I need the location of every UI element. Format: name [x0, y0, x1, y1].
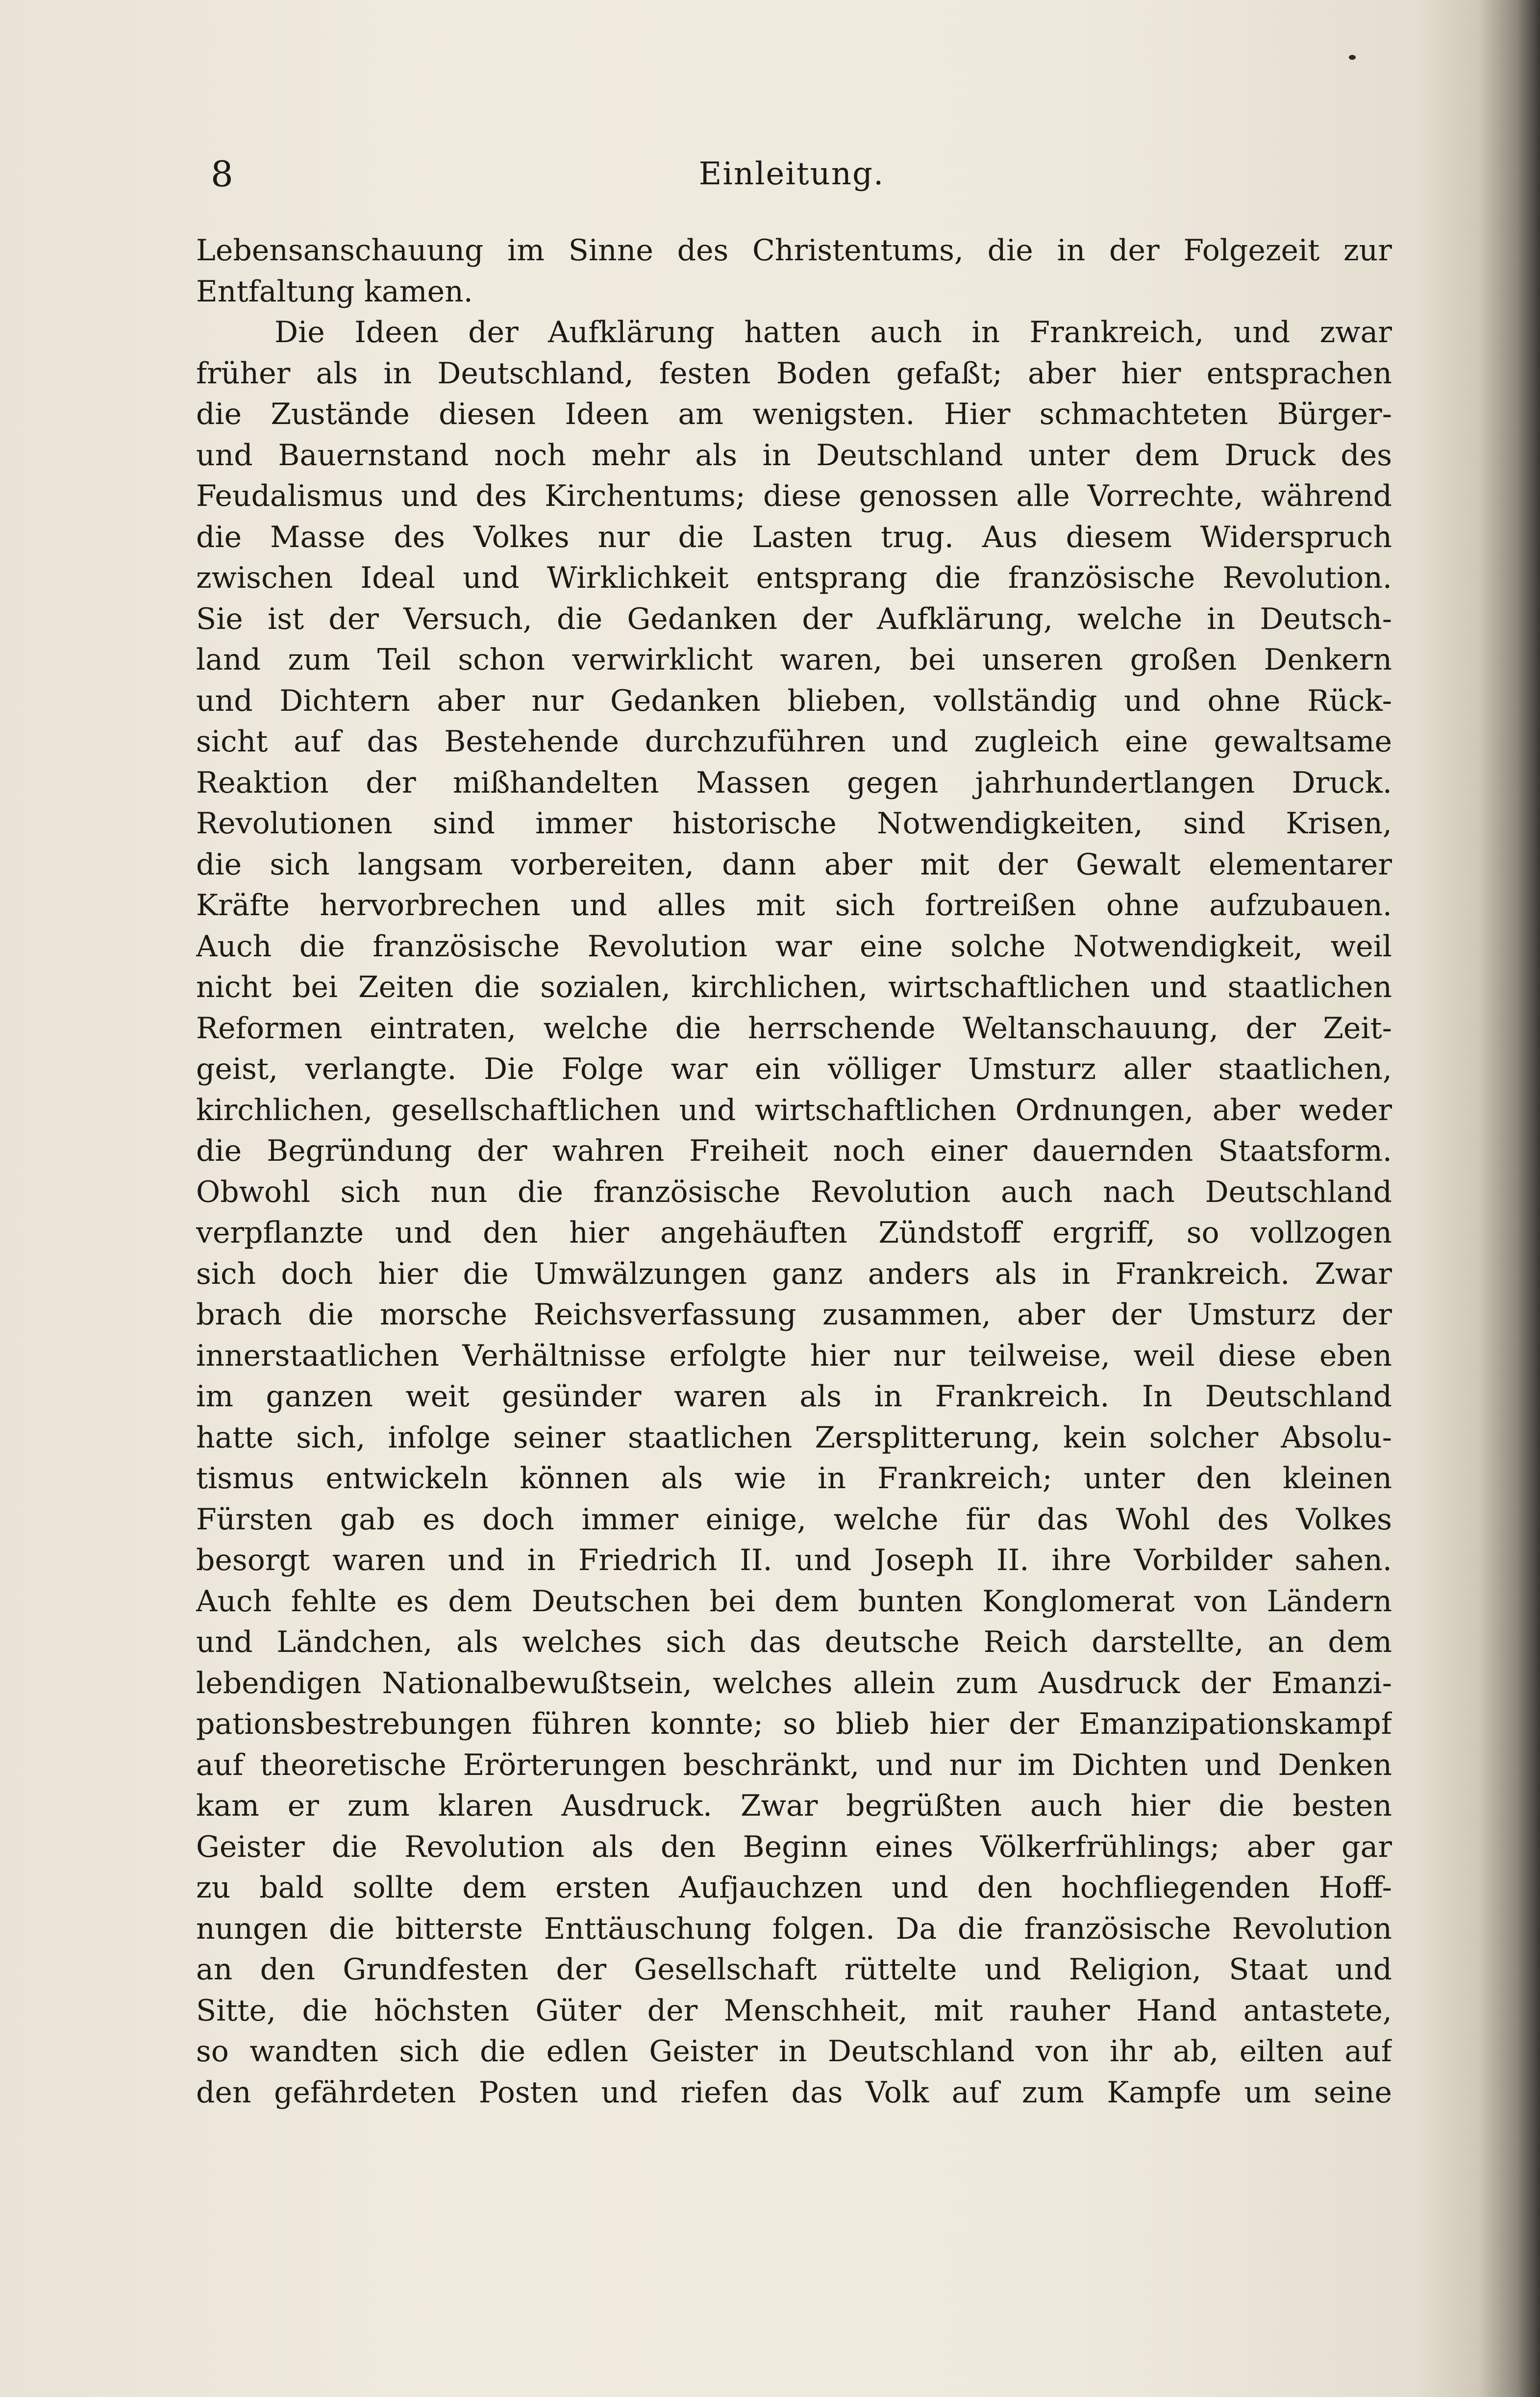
text-line: Sie ist der Versuch, die Gedanken der Aufklärung, welche in Deutsch- [196, 601, 1392, 636]
text-line: so wandten sich die edlen Geister in Deutschland von ihr ab, eilten auf [196, 2034, 1392, 2069]
text-line: land zum Teil schon verwirklicht waren, bei unseren großen Denkern [196, 643, 1392, 677]
text-line: Fürsten gab es doch immer einige, welche für das Wohl des Volkes [196, 1502, 1392, 1537]
text-line: Auch die französische Revolution war eine solche Notwendigkeit, weil [196, 929, 1392, 964]
text-line: den gefährdeten Posten und riefen das Volk auf zum Kampfe um seine [196, 2075, 1392, 2110]
text-line: an den Grundfesten der Gesellschaft rüttelte und Religion, Staat und [196, 1952, 1392, 1987]
text-line: zwischen Ideal und Wirklichkeit entsprang die französische Revolution. [196, 561, 1392, 595]
text-line: Revolutionen sind immer historische Notwendigkeiten, sind Krisen, [196, 806, 1392, 841]
text-line: kirchlichen, gesellschaftlichen und wirtschaftlichen Ordnungen, aber weder [196, 1093, 1392, 1127]
body-text [196, 230, 1392, 2113]
text-line: geist, verlangte. Die Folge war ein völliger Umsturz aller staatlichen, [196, 1052, 1392, 1086]
text-line: Sitte, die höchsten Güter der Menschheit, mit rauher Hand antastete, [196, 1993, 1392, 2028]
text-line: die Masse des Volkes nur die Lasten trug. Aus diesem Widerspruch [196, 520, 1392, 554]
ink-speck [1349, 55, 1356, 60]
text-line: Feudalismus und des Kirchentums; diese genossen alle Vorrechte, während [196, 479, 1392, 513]
text-line: pationsbestrebungen führen konnte; so blieb hier der Emanzipationskampf [196, 1707, 1392, 1741]
text-line: sich doch hier die Umwälzungen ganz anders als in Frankreich. Zwar [196, 1256, 1392, 1291]
text-line: tismus entwickeln können als wie in Frankreich; unter den kleinen [196, 1461, 1392, 1496]
text-line: besorgt waren und in Friedrich II. und Joseph II. ihre Vorbilder sahen. [196, 1543, 1392, 1577]
running-head: Einleitung. [698, 156, 885, 192]
text-line: die Begründung der wahren Freiheit noch einer dauernden Staatsform. [196, 1134, 1392, 1168]
text-line: lebendigen Nationalbewußtsein, welches allein zum Ausdruck der Emanzi- [196, 1666, 1392, 1700]
text-line: Reformen eintraten, welche die herrschende Weltanschauung, der Zeit- [196, 1011, 1392, 1046]
text-line: und Dichtern aber nur Gedanken blieben, vollständig und ohne Rück- [196, 683, 1392, 718]
text-line: kam er zum klaren Ausdruck. Zwar begrüßten auch hier die besten [196, 1789, 1392, 1823]
text-line: nungen die bitterste Enttäuschung folgen. Da die französische Revolution [196, 1911, 1392, 1946]
text-line: auf theoretische Erörterungen beschränkt, und nur im Dichten und Denken [196, 1748, 1392, 1782]
text-line: früher als in Deutschland, festen Boden gefaßt; aber hier entsprachen [196, 356, 1392, 391]
text-line: und Ländchen, als welches sich das deutsche Reich darstellte, an dem [196, 1625, 1392, 1659]
text-line: Auch fehlte es dem Deutschen bei dem bunten Konglomerat von Ländern [196, 1584, 1392, 1619]
text-line: verpflanzte und den hier angehäuften Zündstoff ergriff, so vollzogen [196, 1216, 1392, 1250]
text-line: sicht auf das Bestehende durchzuführen und zugleich eine gewaltsame [196, 724, 1392, 759]
text-line: die sich langsam vorbereiten, dann aber mit der Gewalt elementarer [196, 847, 1392, 882]
text-line: die Zustände diesen Ideen am wenigsten. Hier schmachteten Bürger- [196, 397, 1392, 431]
text-line: nicht bei Zeiten die sozialen, kirchlichen, wirtschaftlichen und staatlichen [196, 970, 1392, 1004]
text-line: Die Ideen der Aufklärung hatten auch in Frankreich, und zwar [274, 315, 1392, 350]
text-line: Kräfte hervorbrechen und alles mit sich fortreißen ohne aufzubauen. [196, 888, 1392, 923]
text-line: Reaktion der mißhandelten Massen gegen jahrhundertlangen Druck. [196, 765, 1392, 800]
page-number: 8 [211, 153, 233, 195]
text-line: brach die morsche Reichsverfassung zusammen, aber der Umsturz der [196, 1298, 1392, 1332]
text-line: und Bauernstand noch mehr als in Deutschland unter dem Druck des [196, 438, 1392, 473]
text-line: im ganzen weit gesünder waren als in Frankreich. In Deutschland [196, 1379, 1392, 1414]
text-line: innerstaatlichen Verhältnisse erfolgte hier nur teilweise, weil diese eben [196, 1338, 1392, 1373]
text-line: hatte sich, infolge seiner staatlichen Zersplitterung, kein solcher Absolu- [196, 1420, 1392, 1455]
text-line: Lebensanschauung im Sinne des Christentums, die in der Folgezeit zur [196, 233, 1392, 268]
text-line: Obwohl sich nun die französische Revolution auch nach Deutschland [196, 1174, 1392, 1209]
page-header [211, 147, 1372, 201]
text-line: zu bald sollte dem ersten Aufjauchzen und den hochfliegenden Hoff- [196, 1871, 1392, 1905]
text-line: Entfaltung kamen. [196, 274, 473, 309]
text-line: Geister die Revolution als den Beginn eines Völkerfrühlings; aber gar [196, 1829, 1392, 1864]
